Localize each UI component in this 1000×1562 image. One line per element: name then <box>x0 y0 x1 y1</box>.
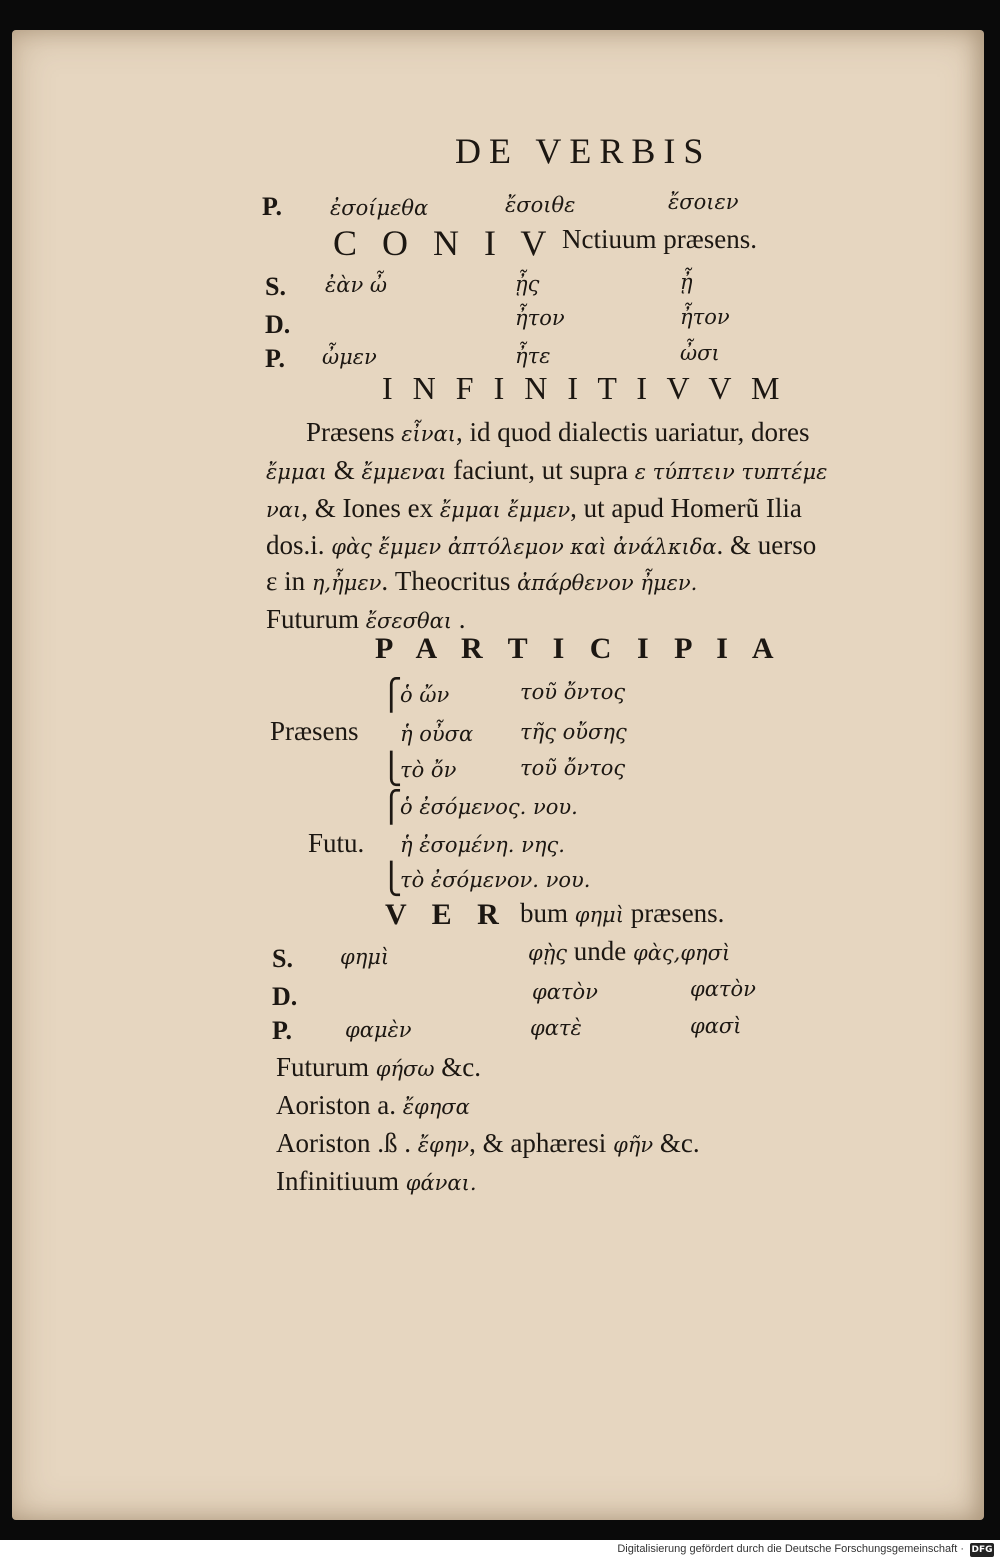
section-heading-rest: Nctiuum præsens. <box>562 224 757 254</box>
greek-form: ἦτε <box>515 344 551 368</box>
greek-form: φατὸν <box>690 977 756 1001</box>
text-line: Aoriston a. ἔφησα <box>276 1090 470 1120</box>
text-line: Futurum φήσω &c. <box>276 1052 482 1082</box>
paragraph-line: Futurum ἔσεσθαι . <box>266 604 466 634</box>
running-head: DE VERBIS <box>455 131 712 171</box>
number-label-plural: P. <box>262 192 282 221</box>
paragraph-line: ναι, & Iones ex ἔμμαι ἔμμεν, ut apud Homerũ Ilia <box>266 493 802 523</box>
paragraph-line: ε in η,ἦμεν. Theocritus ἀπάρθενον ἦμεν. <box>266 566 698 596</box>
greek-form: τὸ ἐσόμενον. νου. <box>400 868 591 892</box>
greek-form: φαμὲν <box>345 1018 412 1042</box>
section-heading-rest: bum φημὶ præsens. <box>520 898 725 928</box>
greek-form: ἔσοιεν <box>668 190 739 214</box>
brace-bottom: ⎩ <box>380 752 403 787</box>
greek-form: τοῦ ὄντος <box>520 680 626 704</box>
footer-credit: Digitalisierung gefördert durch die Deutsche Forschungsgemeinschaft · <box>617 1543 964 1555</box>
paragraph-line: ἔμμαι & ἔμμεναι faciunt, ut supra ε τύπτειν τυπτέμε <box>266 455 828 485</box>
greek-form: ὦμεν <box>322 345 377 369</box>
greek-form: ὁ ὤν <box>400 683 450 707</box>
footer-bar <box>0 1540 1000 1562</box>
greek-form: τῆς οὔσης <box>520 720 627 744</box>
number-label-plural: P. <box>272 1016 292 1045</box>
number-label-dual: D. <box>272 982 298 1011</box>
greek-form: ἔσοιθε <box>505 193 576 217</box>
greek-form: ἦτον <box>515 306 565 330</box>
brace-top: ⎧ <box>380 678 403 713</box>
greek-form: φατὲ <box>530 1016 582 1040</box>
greek-form: φατὸν <box>532 980 598 1004</box>
greek-form: ἐὰν ὦ <box>325 273 388 297</box>
number-label-plural: P. <box>265 344 285 373</box>
brace-bottom: ⎩ <box>380 862 403 897</box>
greek-form: ὦσι <box>680 341 720 365</box>
greek-form: ἦτον <box>680 305 730 329</box>
number-label-singular: S. <box>265 272 286 301</box>
greek-form: ἡ ἐσομένη. νης. <box>400 833 565 857</box>
number-label-singular: S. <box>272 944 293 973</box>
dfg-logo: DFG <box>971 1545 993 1555</box>
section-heading: P A R T I C I P I A <box>375 632 783 665</box>
participle-label: Præsens <box>270 716 359 746</box>
greek-form: φασὶ <box>690 1014 742 1038</box>
greek-form: ᾖς <box>515 272 540 296</box>
participle-label: Futu. <box>308 828 365 858</box>
paragraph-line: Præsens εἶναι, id quod dialectis uariatur, dores <box>306 417 810 447</box>
greek-form: ὁ ἐσόμενος. νου. <box>400 795 578 819</box>
greek-form: ᾖ <box>680 270 693 294</box>
text-line: Infinitiuum φάναι. <box>276 1166 477 1196</box>
section-heading-caps: V E R <box>385 898 508 931</box>
greek-form: φημὶ <box>340 945 390 969</box>
brace-top: ⎧ <box>380 790 403 825</box>
greek-form: τὸ ὄν <box>400 758 457 782</box>
greek-form: ἐσοίμεθα <box>330 196 429 220</box>
number-label-dual: D. <box>265 310 291 339</box>
greek-form-with-note: φῂς unde φὰς,φησὶ <box>528 936 731 966</box>
section-heading-caps: C O N I V <box>333 223 555 263</box>
paragraph-line: dos.i. φὰς ἔμμεν ἀπτόλεμον καὶ ἀνάλκιδα. & uerso <box>266 530 817 560</box>
text-line: Aoriston .ß . ἔφην, & aphæresi φῆν &c. <box>276 1128 700 1158</box>
greek-form: τοῦ ὄντος <box>520 756 626 780</box>
section-heading: I N F I N I T I V V M <box>382 370 786 406</box>
greek-form: ἡ οὖσα <box>400 722 474 746</box>
